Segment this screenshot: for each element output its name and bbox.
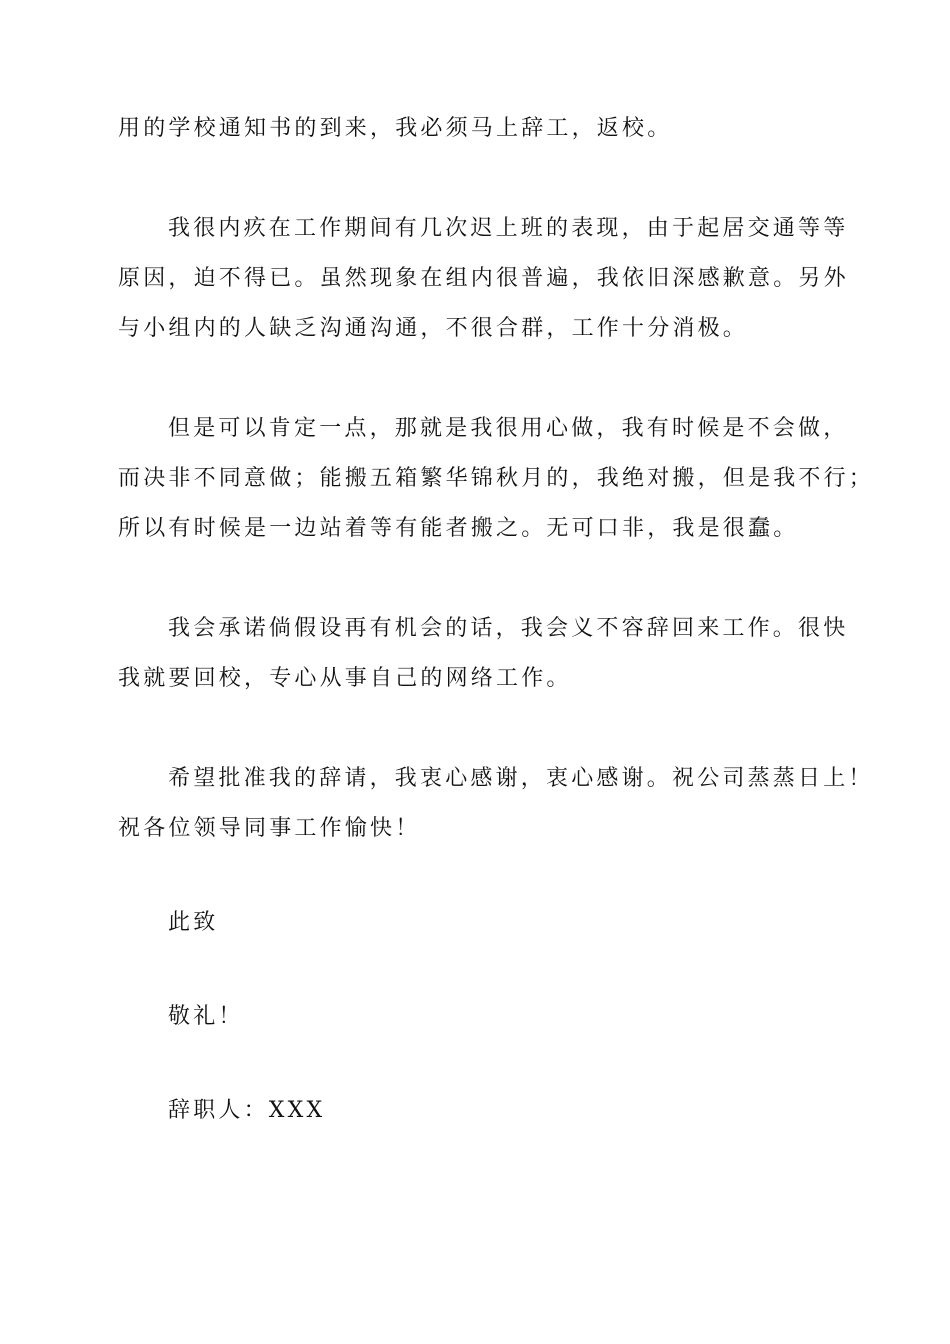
- paragraph-line: 我会承诺倘假设再有机会的话，我会义不容辞回来工作。很快: [168, 616, 849, 641]
- paragraph-line: 与小组内的人缺乏沟通沟通，不很合群，工作十分消极。: [118, 316, 749, 341]
- letter-body: [118, 104, 875, 1136]
- paragraph-5: [118, 754, 874, 854]
- paragraph-line: 而决非不同意做；能搬五箱繁华锦秋月的，我绝对搬，但是我不行；: [118, 466, 875, 491]
- paragraph-4: [118, 604, 858, 704]
- paragraph-2: [118, 204, 858, 354]
- paragraph-line: 原因，迫不得已。虽然现象在组内很普遍，我依旧深感歉意。另外: [118, 266, 849, 291]
- paragraph-line: 我就要回校，专心从事自己的网络工作。: [118, 666, 572, 691]
- closing-salutation-2: 敬礼！: [168, 1004, 244, 1029]
- paragraph-1: [118, 104, 858, 154]
- paragraph-line: 希望批准我的辞请，我衷心感谢，衷心感谢。祝公司蒸蒸日上！: [168, 766, 874, 791]
- paragraph-line: 祝各位领导同事工作愉快！: [118, 816, 421, 841]
- paragraph-line: 我很内疚在工作期间有几次迟上班的表现，由于起居交通等等: [168, 216, 849, 241]
- paragraph-3: [118, 404, 875, 554]
- paragraph-line: 但是可以肯定一点，那就是我很用心做，我有时候是不会做，: [168, 416, 849, 441]
- paragraph-line: 所以有时候是一边站着等有能者搬之。无可口非，我是很蠢。: [118, 516, 799, 541]
- signature-line: 辞职人：XXX: [168, 1098, 326, 1123]
- paragraph-line: 用的学校通知书的到来，我必须马上辞工，返校。: [118, 116, 673, 141]
- closing-salutation-1: 此致: [168, 910, 219, 935]
